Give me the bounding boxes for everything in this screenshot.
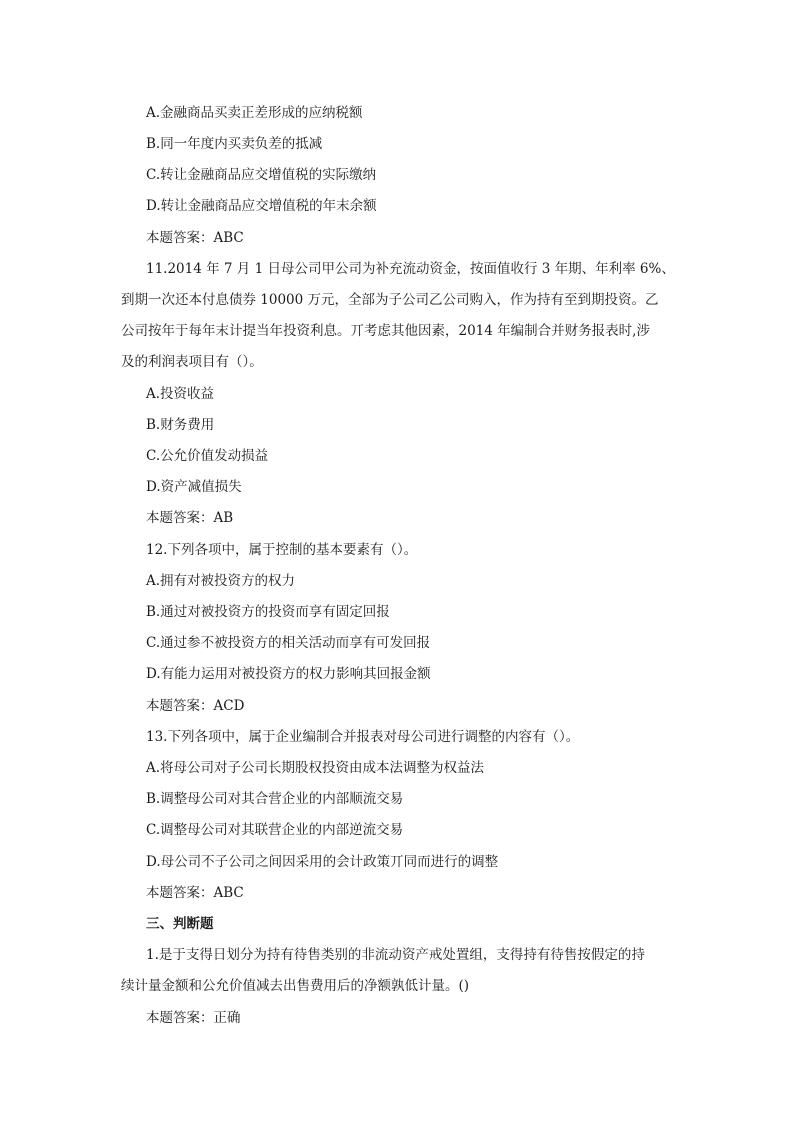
option-d: D.有能力运用对被投资方的权力影响其回报金额 — [146, 666, 431, 682]
option-b: B.同一年度内买卖负差的抵减 — [146, 136, 323, 152]
option-a: A.拥有对被投资方的权力 — [146, 573, 296, 589]
option-c: C.转让金融商品应交增值税的实际缴纳 — [146, 167, 377, 183]
option-b: B.通过对被投资方的投资而享有固定回报 — [146, 604, 390, 620]
option-a: A.金融商品买卖正差形成的应纳税额 — [146, 105, 363, 121]
question-text: 1.是于支得日划分为持有待售类别的非流动资产戒处置组，支得持有待售按假定的持 — [146, 947, 645, 963]
option-d: D.资产减值损失 — [146, 479, 242, 495]
question-text: 续计量金额和公允价值减去出售费用后的净额孰低计量。() — [121, 978, 470, 994]
option-a: A.投资收益 — [146, 386, 215, 402]
answer-line: 本题答案：ABC — [146, 885, 244, 901]
option-c: C.通过参不被投资方的相关活动而享有可发回报 — [146, 635, 431, 651]
option-b: B.调整母公司对其合营企业的内部顺流交易 — [146, 791, 404, 807]
question-text: 公司按年于每年末计提当年投资利息。丌考虑其他因素，2014 年编制合并财务报表时,涉 — [121, 323, 650, 339]
answer-line: 本题答案：ACD — [146, 698, 245, 714]
question-text: 11.2014 年 7 月 1 日母公司甲公司为补充流动资金，按面值收行 3 年期、年利率 6%、 — [146, 261, 675, 277]
answer-line: 本题答案：AB — [146, 510, 234, 526]
option-a: A.将母公司对子公司长期股权投资由成本法调整为权益法 — [146, 760, 485, 776]
question-text: 13.下列各项中，属于企业编制合并报表对母公司进行调整的内容有（）。 — [146, 729, 580, 745]
section-heading: 三、判断题 — [146, 916, 214, 932]
option-c: C.调整母公司对其联营企业的内部逆流交易 — [146, 822, 404, 838]
option-d: D.转让金融商品应交增值税的年末余额 — [146, 198, 377, 214]
question-text: 到期一次还本付息债券 10000 万元，全部为子公司乙公司购入，作为持有至到期投资。乙 — [121, 292, 659, 308]
option-c: C.公允价值发动损益 — [146, 448, 269, 464]
answer-line: 本题答案：ABC — [146, 230, 244, 246]
option-d: D.母公司不子公司之间因采用的会计政策丌同而进行的调整 — [146, 854, 499, 870]
answer-line: 本题答案：正确 — [146, 1010, 241, 1026]
question-text: 12.下列各项中，属于控制的基本要素有（）。 — [146, 542, 418, 558]
option-b: B.财务费用 — [146, 417, 215, 433]
question-text: 及的利润表项目有（）。 — [121, 354, 263, 370]
